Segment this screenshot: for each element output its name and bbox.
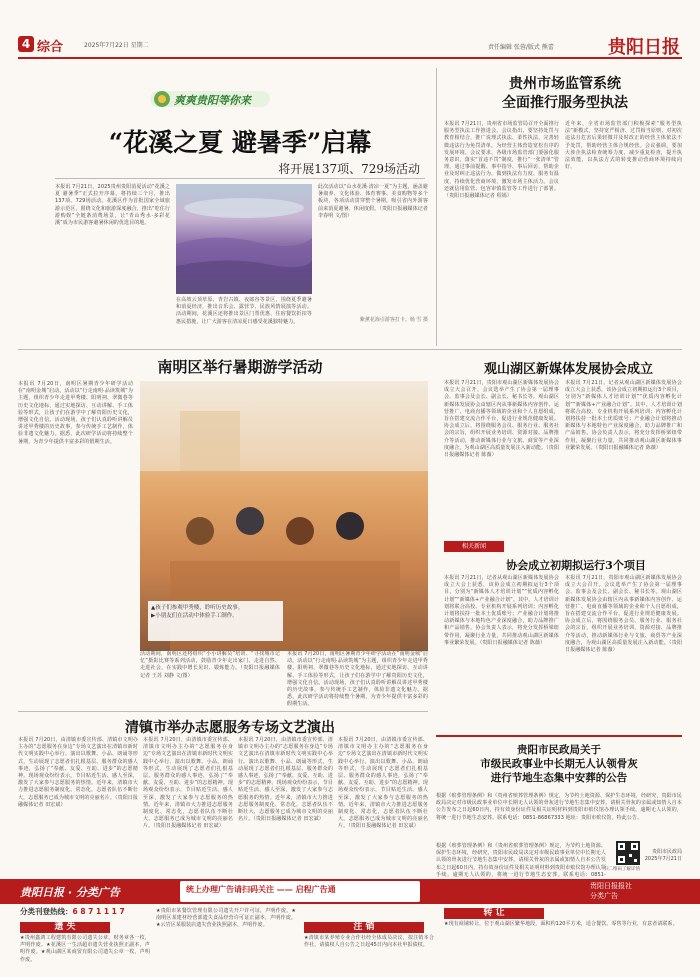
section-name: 综合 <box>37 40 64 55</box>
ad-bar <box>0 879 700 904</box>
lead-body-col1: 本报讯 7月21日，2025贵州贵阳消夏活动“花溪之夏 避暑季”正式拉开序幕，将持续三个月，推出137项、729场活动。花溪区作为首批国家全域旅游示范区，围绕文化和旅游深度融合，推出“吃住行游购娱”全链条消费场景，让“青山秀水·多彩花溪”成为市民游客避暑休闲的优选目的地。 <box>55 184 170 227</box>
guanshan-body-col1: 本报讯 7月21日，贵阳市观山湖区新媒体发展协会成立大会召开。会议选举产生了协会第一届理事会、监事会及会长、副会长、秘书长等。观山湖区新媒体发展协会由辖区内从事新媒体内容创作、运营推广、电商直播等领域的企业和个人自愿组成，旨在搭建交流合作平台，促进行业规范健康发展。协会成立后，将围绕服务会员、服务行业、服务社会的宗旨，组织开展业务培训、资源对接、品牌推介等活动，推动新媒体行业与文旅、商贸等产业深度融合，为观山湖区高质量发展注入新动能。（贵阳日报融媒体记者 陈薇） <box>444 380 559 459</box>
lead-body-col3: 此次活动以“山水花溪·清凉一夏”为主题，涵盖避暑康养、文化体验、体育赛事、美食购物等多个板块，各项活动贯穿整个暑期，吸引省内外游客前来消夏避暑、休闲度假。（贵阳日报融媒体记者 李春明 文/图） <box>318 184 428 219</box>
lead-body-col2: 在高坡云顶草原、青岩古镇、夜郎谷等景区，围绕夏季避暑和消夏经济，推出音乐会、露营节、民族风情展演等活动。活动期间，花溪区还将推出景区门票优惠、住宿餐饮折扣等惠民措施，让广大游客在清凉夏日感受花溪独特魅力。 <box>176 297 312 325</box>
market-body-col2: 近年来，全省市场监管部门积极探索“服务型执法”新模式，坚持宽严相济、过罚相当原则，对初次违法且危害后果轻微并及时改正的经营主体依法不予处罚，帮助经营主体合规经营。会议强调，要加大涉企执法检查统筹力度，减少重复检查，提升执法效能，以执法方式的转变推动营商环境持续向好。 <box>565 121 682 171</box>
section-number: 4 <box>18 36 34 52</box>
ad-phone <box>20 906 170 920</box>
ad-body-cancel: ★清镇市某养殖专业合作社经全体成员决议，拟注销本合作社，请债权人自公告之日起45日内向本社申报债权。 <box>304 935 434 949</box>
banner-text: 爽爽贵阳等你来 <box>174 94 251 107</box>
notice-headline: 贵阳市民政局关于 市级民政事业中长期无人认领骨灰 进行节地生态集中安葬的公告 <box>480 744 638 784</box>
nanming-photo-caption: ▲孩子们参观甲秀楼，聆听历史故事。 ▶小朋友们在活动中体验手工制作。 <box>148 601 283 641</box>
qingzhen-body-col3: 本报讯 7月20日，由清镇市委宣传部、清镇市文明办主办的“志愿服务在身边”专场文艺演出在清镇市新时代文明实践中心举行。演出以歌舞、小品、朗诵等形式，生动展现了志愿者们扎根基层、服务群众的感人事迹，弘扬了“奉献、友爱、互助、进步”的志愿精神。现场观众纷纷表示，节目贴近生活、感人至深，激发了大家参与志愿服务的热情。近年来，清镇市大力推进志愿服务制度化、常态化，志愿者队伍不断壮大，志愿服务已成为城市文明的亮丽名片。（贵阳日报融媒体记者 田宏斌） <box>238 737 333 823</box>
qr-caption: 扫二维码了解详情 <box>604 867 640 872</box>
lead-subheadline: 将开展137项、729场活动 <box>278 162 420 176</box>
qingzhen-headline: 清镇市举办志愿服务专场文艺演出 <box>125 720 335 736</box>
issue-date: 2025年7月22日 星期二 <box>84 42 149 49</box>
ad-tag-lost: 遗 失 <box>20 922 110 933</box>
nanming-body-col1: 本报讯 7月20日，南明区暑期青少年研学活动在“南明金城”启动。活动以“行走南明·品读筑城”为主题，组织青少年走进甲秀楼、阳明祠、翠微巷等历史文化地标，通过实地探访、互动讲解、手工体验等形式，让孩子们在游学中了解贵阳历史文化，增强文化自信。活动现场，孩子们认真聆听讲解员讲述甲秀楼的历史故事，参与传统手工艺制作，体验非遗文化魅力。据悉，此次研学活动将持续整个暑期，为青少年提供丰富多彩的假期生活。 <box>18 381 133 445</box>
qr-pattern <box>616 841 640 865</box>
related-news-tag: 相关新闻 <box>444 541 504 552</box>
xiehui-headline: 协会成立初期拟运行3个项目 <box>506 559 646 572</box>
ad-phone-label: 分类刊登热线： <box>20 907 73 916</box>
market-headline: 贵州市场监管系统 全面推行服务型执法 <box>502 76 628 111</box>
lead-headline: “花溪之夏 避暑季”启幕 <box>108 128 372 157</box>
qingzhen-body-col1: 本报讯 7月20日，由清镇市委宣传部、清镇市文明办主办的“志愿服务在身边”专场文艺演出在清镇市新时代文明实践中心举行。演出以歌舞、小品、朗诵等形式，生动展现了志愿者们扎根基层、服务群众的感人事迹，弘扬了“奉献、友爱、互助、进步”的志愿精神。现场观众纷纷表示，节目贴近生活、感人至深，激发了大家参与志愿服务的热情。近年来，清镇市大力推进志愿服务制度化、常态化，志愿者队伍不断壮大，志愿服务已成为城市文明的亮丽名片。（贵阳日报融媒体记者 田宏斌） <box>18 737 138 808</box>
ad-right-label <box>590 881 680 901</box>
page-header <box>18 33 682 59</box>
photo-credit: 紫薰花海引游客打卡。杨 雪 摄 <box>359 317 428 323</box>
section-divider <box>18 349 682 350</box>
ad-brand: 贵阳日报 · 分类广告 <box>20 886 120 899</box>
summer-banner <box>150 87 270 111</box>
ad-body-transfer: ★现有商铺转让，位于观山湖区繁华地段，面积约120平方米，适合餐饮、零售等行业，有意者请联系。 <box>444 921 678 927</box>
editor-credits: 责任编辑 张蓉/版式 熊蕾 <box>488 44 554 51</box>
ad-right-sub: 分类广告 <box>590 892 618 900</box>
nanming-headline: 南明区举行暑期游学活动 <box>157 358 323 376</box>
qingzhen-body-col4: 本报讯 7月20日，由清镇市委宣传部、清镇市文明办主办的“志愿服务在身边”专场文艺演出在清镇市新时代文明实践中心举行。演出以歌舞、小品、朗诵等形式，生动展现了志愿者们扎根基层、服务群众的感人事迹，弘扬了“奉献、友爱、互助、进步”的志愿精神。现场观众纷纷表示，节目贴近生活、感人至深，激发了大家参与志愿服务的热情。近年来，清镇市大力推进志愿服务制度化、常态化，志愿者队伍不断壮大，志愿服务已成为城市文明的亮丽名片。（贵阳日报融媒体记者 田宏斌） <box>338 737 428 830</box>
lavender-field-image <box>176 184 312 294</box>
masthead-logo: 贵阳日报 <box>608 37 680 58</box>
ad-tag-cancel: 注 销 <box>304 922 424 933</box>
guanshan-headline: 观山湖区新媒体发展协会成立 <box>483 362 653 377</box>
market-body-col1: 本报讯 7月21日，贵州省市场监管局召开全面推行服务型执法工作推进会。会议指出，要坚持处罚与教育相结合，推广说理式执法、柔性执法，完善轻微违法行为免罚清单，为经营主体营造宽松有序的发展环境。会议要求，各级市场监管部门要强化服务意识，落实“首违不罚”制度，推行“一张清单”管理，通过事前提醒、事中指导、事后回访，帮助企业及时纠正违法行为，做到执法有力度、服务有温度，持续优化营商环境，激发市场主体活力。会议还就信用监管、包容审慎监管等工作进行了部署。（贵阳日报融媒体记者 程嫣） <box>444 121 559 200</box>
guanshan-body-col2: 本报讯 7月21日，记者从观山湖区新媒体发展协会成立大会上获悉，该协会成立初期拟运行3个项目，分别为“新媒体人才培训计划”“优质内容孵化计划”“新媒体+产业融合计划”。其中，人才培训计划将联合高校、专业机构开展系列培训；内容孵化计划将扶持一批本土优质账号；产业融合计划将推动新媒体与本地特色产业深度融合，助力品牌推广和产品销售。协会负责人表示，将充分发挥桥梁纽带作用，凝聚行业力量，共同推动观山湖区新媒体事业繁荣发展。（贵阳日报融媒体记者 陈薇） <box>565 380 682 451</box>
ad-body-lost-2: ★贵阳市某餐饮管理有限公司遗失开户许可证，声明作废。★南明区某建材经营部遗失食品经营许可证正副本，声明作废。★云岩区某服装店遗失营业执照副本，声明作废。 <box>156 908 296 929</box>
ad-body-lost: ★贵州鑫鸿工程建筑有限公司遗失公章、财务章各一枚，声明作废。★花溪区一生活超市遗失营业执照正副本，声明作废。★观山湖区某商贸有限公司遗失公章一枚，声明作废。 <box>20 935 150 963</box>
section-divider-2 <box>18 711 428 712</box>
notice-signature: 贵阳市民政局 2025年7月21日 <box>644 849 682 862</box>
lead-divider <box>55 178 425 179</box>
notice-body-2: 根据《殡葬管理条例》和《贵州省殡葬管理条例》规定，为节约土地资源、保护生态环境，经研究，贵阳市民政局决定对市级民政事业单位中长期无人认领的骨灰进行节地生态集中安葬。请相关骨灰的亲属或知情人自本公告发布之日起60日内，持有效身份证件及相关证明材料到贵阳市殡仪馆办理认领手续。逾期无人认领的，将统一进行节地生态安葬。联系电话：0851- <box>436 843 606 878</box>
column-divider <box>436 68 437 346</box>
lavender-photo <box>176 184 312 294</box>
xiehui-body-col2: 本报讯 7月21日，贵阳市观山湖区新媒体发展协会成立大会召开。会议选举产生了协会第一届理事会、监事会及会长、副会长、秘书长等。观山湖区新媒体发展协会由辖区内从事新媒体内容创作、运营推广、电商直播等领域的企业和个人自愿组成，旨在搭建交流合作平台，促进行业规范健康发展。协会成立后，将围绕服务会员、服务行业、服务社会的宗旨，组织开展业务培训、资源对接、品牌推介等活动，推动新媒体行业与文旅、商贸等产业深度融合，为观山湖区高质量发展注入新动能。（贵阳日报融媒体记者 陈薇） <box>565 575 682 654</box>
ad-right-title: 贵阳日报报社 <box>590 882 632 890</box>
qr-code-icon[interactable] <box>616 841 640 865</box>
notice-body: 根据《殡葬管理条例》和《贵州省殡葬管理条例》规定，为节约土地资源、保护生态环境，经研究，贵阳市民政局决定对市级民政事业单位中长期无人认领的骨灰进行节地生态集中安葬。请相关骨灰的亲属或知情人自本公告发布之日起60日内，持有效身份证件及相关证明材料到贵阳市殡仪馆办理认领手续。逾期无人认领的，将统一进行节地生态安葬。联系电话：0851-86867333 地址：贵阳市殡仪馆。特此公告。 <box>436 793 682 821</box>
ad-phone-number: 6 8 7 1 1 1 7 <box>72 907 125 916</box>
nanming-body-col3: 本报讯 7月20日，南明区暑期青少年研学活动在“南明金城”启动。活动以“行走南明·品读筑城”为主题，组织青少年走进甲秀楼、阳明祠、翠微巷等历史文化地标，通过实地探访、互动讲解、手工体验等形式，让孩子们在游学中了解贵阳历史文化，增强文化自信。活动现场，孩子们认真聆听讲解员讲述甲秀楼的历史故事，参与传统手工艺制作，体验非遗文化魅力。据悉，此次研学活动将持续整个暑期，为青少年提供丰富多彩的假期生活。 <box>287 651 428 708</box>
notice-box <box>436 735 682 878</box>
qingzhen-body-col2: 本报讯 7月20日，由清镇市委宣传部、清镇市文明办主办的“志愿服务在身边”专场文艺演出在清镇市新时代文明实践中心举行。演出以歌舞、小品、朗诵等形式，生动展现了志愿者们扎根基层、服务群众的感人事迹，弘扬了“奉献、友爱、互助、进步”的志愿精神。现场观众纷纷表示，节目贴近生活、感人至深，激发了大家参与志愿服务的热情。近年来，清镇市大力推进志愿服务制度化、常态化，志愿者队伍不断壮大，志愿服务已成为城市文明的亮丽名片。（贵阳日报融媒体记者 田宏斌） <box>143 737 233 830</box>
xiehui-body-col1: 本报讯 7月21日，记者从观山湖区新媒体发展协会成立大会上获悉，该协会成立初期拟运行3个项目，分别为“新媒体人才培训计划”“优质内容孵化计划”“新媒体+产业融合计划”。其中，人才培训计划将联合高校、专业机构开展系列培训；内容孵化计划将扶持一批本土优质账号；产业融合计划将推动新媒体与本地特色产业深度融合，助力品牌推广和产品销售。协会负责人表示，将充分发挥桥梁纽带作用，凝聚行业力量，共同推动观山湖区新媒体事业繁荣发展。（贵阳日报融媒体记者 陈薇） <box>444 575 559 646</box>
ad-center-text: 统上办理广告请扫码关注 —— 启程广告通 <box>186 885 336 894</box>
ad-center-box[interactable] <box>180 881 420 902</box>
ad-tag-transfer: 转 让 <box>444 908 544 919</box>
nanming-body-col2: 活动期间，南明区还将组织“小小讲解员”培训、“寻找城市记忆”摄影比赛等系列活动，鼓励青少年走出家门、走进自然、走进社会，在实践中增长见识、锻炼能力。（贵阳日报融媒体记者 王苏 刘静 文/图） <box>140 651 280 679</box>
